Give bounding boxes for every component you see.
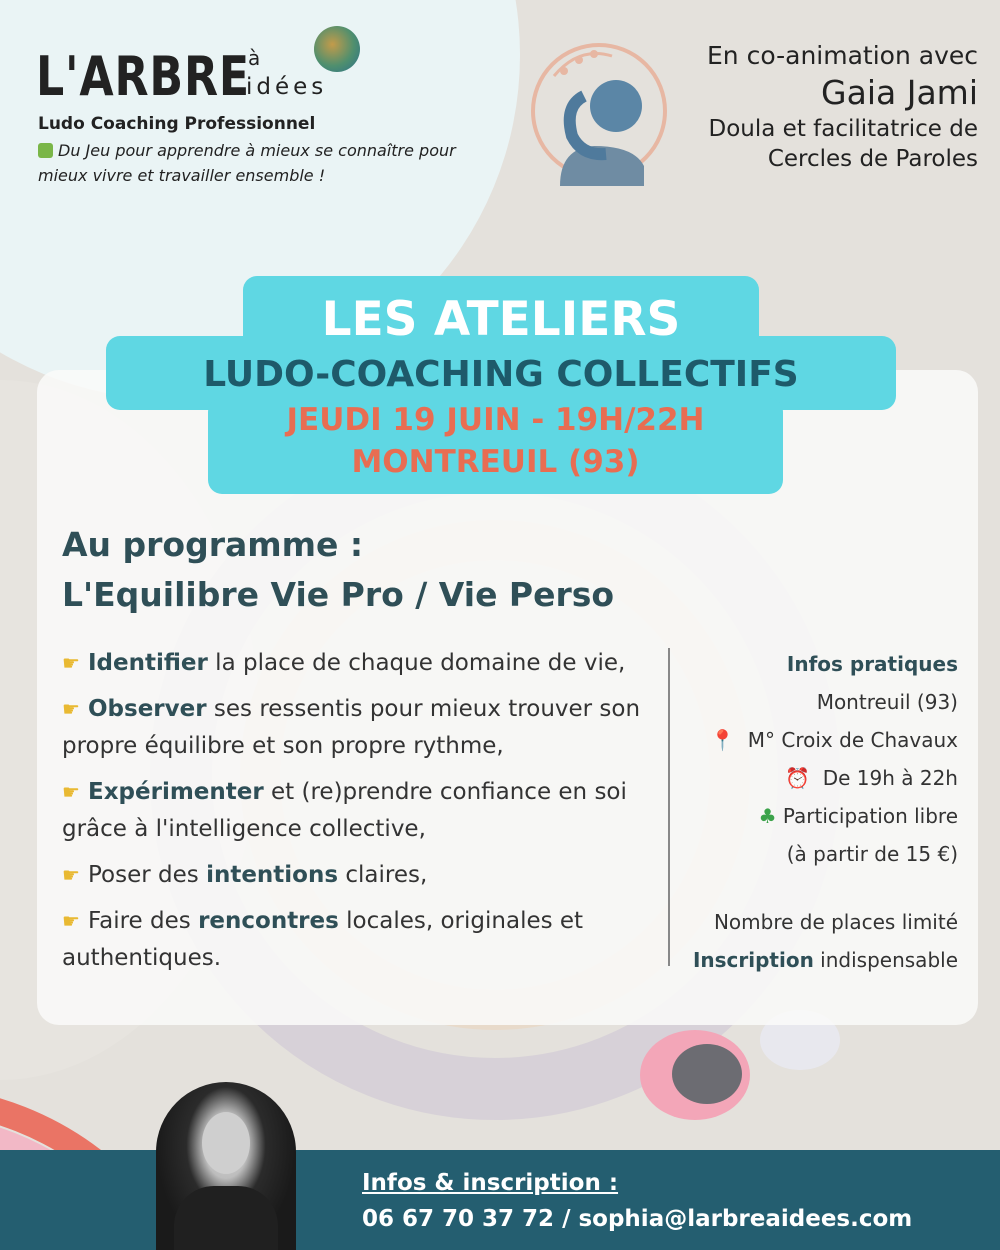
coanimation-role-2: Cercles de Paroles	[767, 146, 978, 172]
list-item: ☛ Poser des intentions claires,	[62, 857, 662, 894]
alarm-clock-icon: ⏰	[785, 766, 810, 790]
infos-time: De 19h à 22h	[822, 766, 958, 790]
doula-logo-icon	[524, 36, 674, 186]
infos-time-row	[658, 759, 958, 797]
list-item: ☛ Expérimenter et (re)prendre confiance en soi grâce à l'intelligence collective,	[62, 774, 662, 848]
logo-idees: idées	[246, 74, 328, 100]
coanimation-block	[707, 40, 978, 174]
logo-a: à	[248, 46, 261, 70]
infos-places: Nombre de places limité	[713, 910, 958, 934]
title-line-1: LES ATELIERS	[321, 292, 681, 347]
list-item: ☛ Faire des rencontres locales, originales et authentiques.	[62, 903, 662, 977]
coanimation-name: Gaia Jami	[821, 73, 978, 112]
program-heading	[62, 520, 614, 620]
infos-price-note: (à partir de 15 €)	[786, 842, 958, 866]
footer-contact[interactable]: 06 67 70 37 72 / sophia@larbreaidees.com	[362, 1206, 913, 1232]
infos-inscription-row: Inscription indispensable	[692, 948, 958, 972]
logo-tree-icon	[314, 26, 360, 72]
footer-bar	[0, 1150, 1000, 1250]
brand-tagline-block	[38, 138, 508, 188]
program-heading-1: Au programme :	[62, 525, 364, 564]
pointing-hand-icon: ☛	[62, 909, 80, 933]
list-item: ☛ Observer ses ressentis pour mieux trouver son propre équilibre et son propre rythme,	[62, 691, 662, 765]
infos-price-row	[658, 797, 958, 835]
infos-price: Participation libre	[782, 804, 958, 828]
puzzle-icon	[38, 143, 53, 158]
portrait-body	[174, 1186, 278, 1250]
infos-metro: M° Croix de Chavaux	[747, 728, 958, 752]
sophia-portrait-photo	[156, 1082, 296, 1250]
infos-metro-row	[658, 721, 958, 759]
infos-title: Infos pratiques	[786, 652, 958, 676]
program-list	[62, 645, 662, 986]
infos-pratiques	[658, 645, 958, 979]
coanimation-role-1: Doula et facilitatrice de	[708, 116, 978, 142]
decorative-blob	[672, 1044, 742, 1104]
list-item: ☛ Identifier la place de chaque domaine de vie,	[62, 645, 662, 682]
portrait-face	[202, 1112, 250, 1174]
coanimation-intro: En co-animation avec	[707, 41, 978, 70]
program-heading-2: L'Equilibre Vie Pro / Vie Perso	[62, 575, 615, 614]
title-location: MONTREUIL (93)	[351, 444, 640, 480]
pointing-hand-icon: ☛	[62, 863, 80, 887]
logo-word: L'ARBRE	[36, 45, 250, 108]
title-date: JEUDI 19 JUIN - 19H/22H	[286, 402, 705, 438]
pointing-hand-icon: ☛	[62, 780, 80, 804]
footer-label: Infos & inscription :	[362, 1170, 619, 1196]
brand-subtitle: Ludo Coaching Professionnel	[38, 114, 316, 134]
pointing-hand-icon: ☛	[62, 651, 80, 675]
brand-tagline: Du Jeu pour apprendre à mieux se connaître pour mieux vivre et travailler ensemble !	[38, 141, 456, 185]
infos-city: Montreuil (93)	[816, 690, 958, 714]
clover-icon: ♣	[758, 804, 777, 828]
pointing-hand-icon: ☛	[62, 697, 80, 721]
title-line-2: LUDO-COACHING COLLECTIFS	[203, 354, 799, 395]
map-pin-icon: 📍	[710, 728, 736, 752]
